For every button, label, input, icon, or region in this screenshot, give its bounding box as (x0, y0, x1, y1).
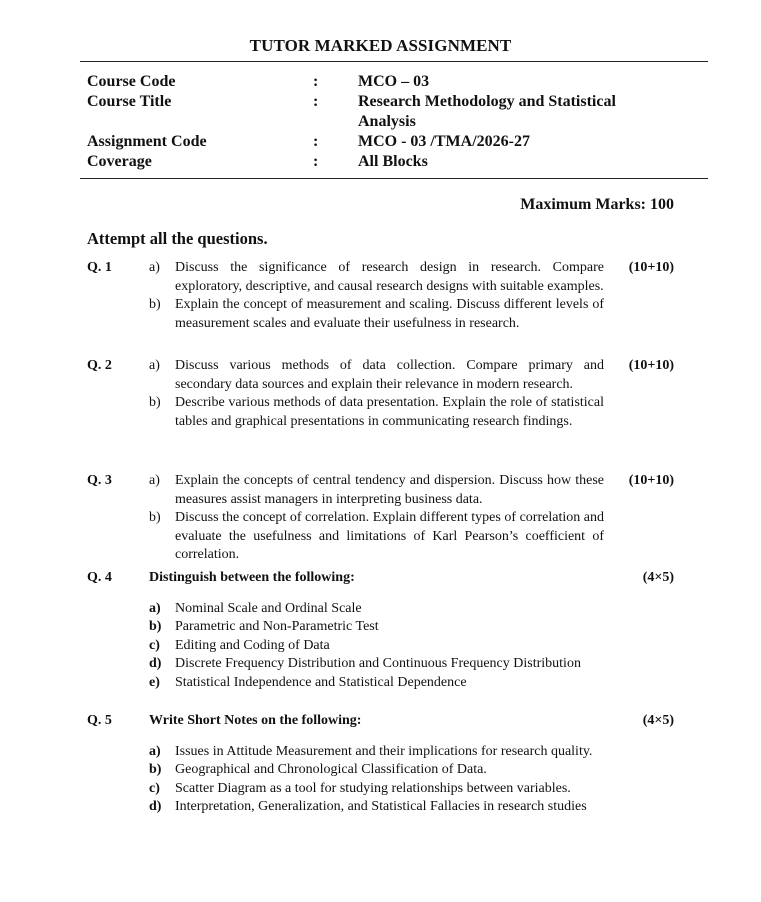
part-letter: a) (149, 600, 161, 616)
separator-colon: : (313, 133, 319, 150)
course-title-label: Course Title (87, 93, 172, 110)
question-part (149, 780, 604, 799)
question-number: Q. 4 (87, 570, 112, 585)
coverage-row (87, 152, 687, 172)
separator-colon: : (313, 93, 319, 110)
question-heading: Write Short Notes on the following: (149, 713, 362, 728)
question-part (149, 798, 604, 817)
question-part (149, 259, 604, 296)
question-part (149, 743, 604, 762)
question-marks: (4×5) (642, 570, 674, 585)
question-part (149, 472, 604, 509)
question-part (149, 655, 604, 674)
question-2 (87, 357, 677, 431)
part-text: Discrete Frequency Distribution and Continuous Frequency Distribution (175, 656, 581, 671)
part-letter: d) (149, 656, 162, 671)
question-1 (87, 259, 677, 333)
part-text: Nominal Scale and Ordinal Scale (175, 600, 362, 616)
part-letter: b) (149, 619, 162, 634)
question-number: Q. 5 (87, 713, 112, 728)
question-number: Q. 3 (87, 473, 112, 488)
part-letter: b) (149, 762, 162, 777)
question-part (149, 509, 604, 565)
question-number: Q. 1 (87, 260, 112, 275)
part-text: Discuss the concept of correlation. Explain different types of correlation and evaluate the usefulness and limitations of Karl Pearson’s coefficient of correlation. (175, 510, 604, 562)
part-letter: a) (149, 358, 160, 373)
document-title: TUTOR MARKED ASSIGNMENT (249, 36, 512, 55)
course-code-row (87, 72, 687, 92)
question-marks: (10+10) (628, 358, 674, 373)
coverage-label: Coverage (87, 153, 152, 170)
separator-colon: : (313, 73, 319, 90)
maximum-marks: Maximum Marks: 100 (520, 196, 674, 213)
course-code-label: Course Code (87, 73, 176, 90)
part-letter: a) (149, 473, 160, 488)
question-part (149, 618, 604, 637)
question-part (149, 674, 604, 693)
separator-colon: : (313, 153, 319, 170)
question-part (149, 357, 604, 394)
part-text: Interpretation, Generalization, and Statistical Fallacies in research studies (175, 799, 587, 814)
course-title-row (87, 92, 687, 132)
question-4 (87, 569, 677, 692)
course-title-value: Research Methodology and Statistical Analysis (358, 93, 616, 130)
part-text: Editing and Coding of Data (175, 637, 330, 653)
question-heading: Distinguish between the following: (149, 570, 355, 585)
question-part (149, 637, 604, 656)
question-number: Q. 2 (87, 358, 112, 373)
part-letter: b) (149, 395, 161, 410)
top-divider (80, 61, 708, 62)
part-text: Statistical Independence and Statistical Dependence (175, 674, 467, 690)
question-marks: (10+10) (628, 473, 674, 488)
part-text: Issues in Attitude Measurement and their implications for research quality. (175, 743, 593, 759)
coverage-value: All Blocks (358, 153, 428, 170)
part-letter: d) (149, 799, 162, 814)
part-text: Describe various methods of data presentation. Explain the role of statistical tables and graphical presentations in communicating research findings. (175, 395, 604, 429)
question-marks: (10+10) (628, 260, 674, 275)
part-letter: c) (149, 780, 160, 796)
course-info-table (87, 72, 687, 172)
part-letter: a) (149, 743, 161, 759)
question-part (149, 394, 604, 431)
instruction-heading: Attempt all the questions. (87, 229, 268, 248)
part-text: Parametric and Non-Parametric Test (175, 619, 379, 634)
bottom-divider (80, 178, 708, 179)
part-text: Discuss the significance of research design in research. Compare exploratory, descriptive, and causal research designs with suitable examples. (175, 260, 604, 294)
question-part (149, 761, 604, 780)
question-marks: (4×5) (642, 713, 674, 728)
part-text: Geographical and Chronological Classification of Data. (175, 762, 487, 777)
part-letter: c) (149, 637, 160, 653)
question-3 (87, 472, 677, 565)
assignment-code-value: MCO - 03 /TMA/2026-27 (358, 133, 530, 150)
part-text: Explain the concept of measurement and scaling. Discuss different levels of measurement scales and evaluate their usefulness in research. (175, 297, 604, 331)
part-letter: e) (149, 674, 160, 690)
part-letter: a) (149, 260, 160, 275)
part-text: Explain the concepts of central tendency and dispersion. Discuss how these measures assist managers in interpreting business data. (175, 473, 604, 507)
question-5 (87, 712, 677, 817)
part-letter: b) (149, 510, 161, 525)
part-text: Scatter Diagram as a tool for studying relationships between variables. (175, 780, 571, 796)
assignment-code-row (87, 132, 687, 152)
part-text: Discuss various methods of data collection. Compare primary and secondary data sources and explain their relevance in modern research. (175, 358, 604, 392)
course-code-value: MCO – 03 (358, 73, 430, 90)
part-letter: b) (149, 297, 161, 312)
assignment-code-label: Assignment Code (87, 133, 207, 150)
question-part (149, 600, 604, 619)
question-part (149, 296, 604, 333)
